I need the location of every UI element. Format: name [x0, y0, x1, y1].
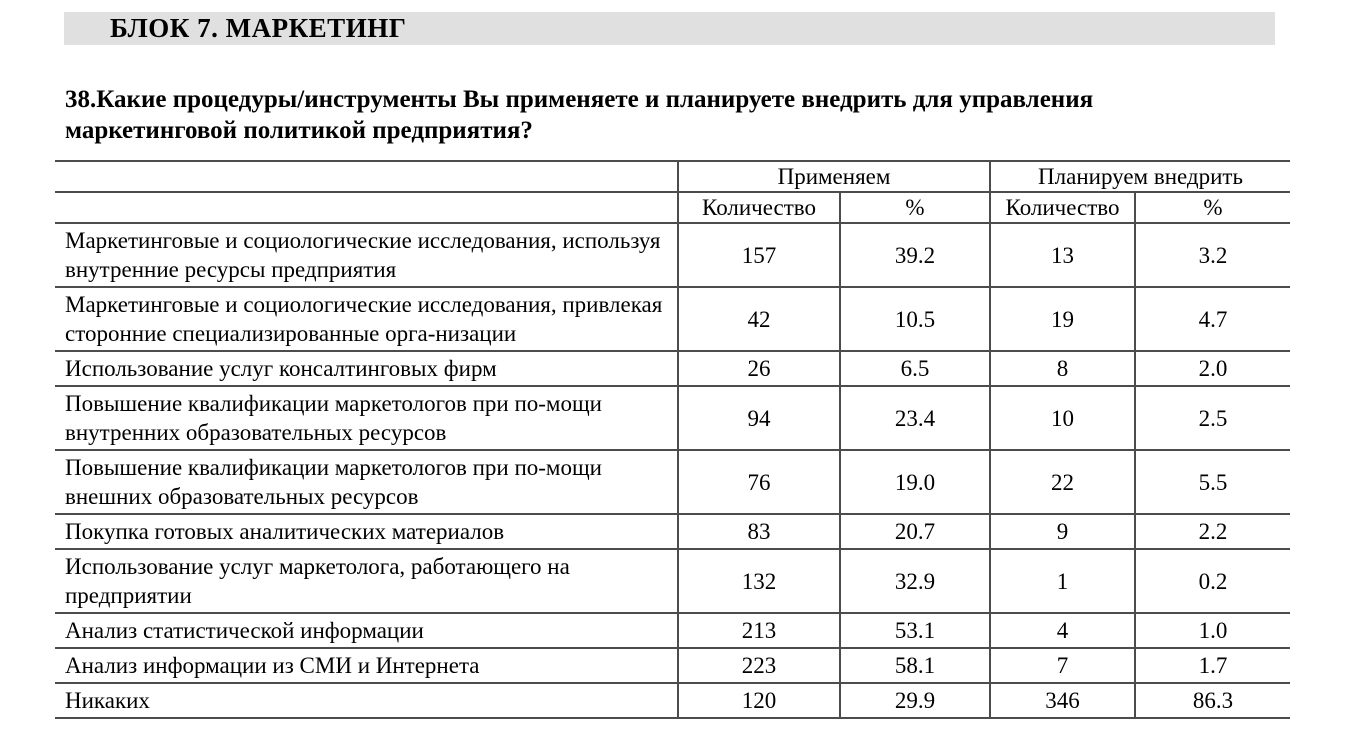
apply-percent-cell: 53.1 — [840, 613, 990, 648]
apply-count-cell: 42 — [678, 287, 840, 351]
plan-percent-cell: 1.7 — [1135, 648, 1290, 683]
col-header-apply-count: Количество — [678, 192, 840, 223]
apply-count-cell: 76 — [678, 450, 840, 514]
table-row — [55, 287, 1290, 351]
apply-count-cell: 26 — [678, 351, 840, 386]
plan-percent-cell: 5.5 — [1135, 450, 1290, 514]
block-title: БЛОК 7. МАРКЕТИНГ — [110, 13, 407, 43]
row-label: Маркетинговые и социологические исследования, привлекая сторонние специализированные орга-низации — [55, 287, 678, 351]
row-label: Анализ статистической информации — [55, 613, 678, 648]
apply-count-cell: 132 — [678, 549, 840, 613]
plan-percent-cell: 86.3 — [1135, 683, 1290, 718]
row-label: Маркетинговые и социологические исследования, используя внутренние ресурсы предприятия — [55, 223, 678, 287]
apply-percent-cell: 32.9 — [840, 549, 990, 613]
results-table — [55, 160, 1290, 719]
apply-percent-cell: 29.9 — [840, 683, 990, 718]
table-row — [55, 386, 1290, 450]
apply-percent-cell: 23.4 — [840, 386, 990, 450]
table-row — [55, 450, 1290, 514]
apply-count-cell: 94 — [678, 386, 840, 450]
col-header-plan-count: Количество — [990, 192, 1135, 223]
apply-percent-cell: 20.7 — [840, 514, 990, 549]
row-label: Повышение квалификации маркетологов при по-мощи внутренних образовательных ресурсов — [55, 386, 678, 450]
plan-count-cell: 1 — [990, 549, 1135, 613]
plan-percent-cell: 1.0 — [1135, 613, 1290, 648]
plan-count-cell: 22 — [990, 450, 1135, 514]
table-row — [55, 648, 1290, 683]
table-row — [55, 613, 1290, 648]
apply-percent-cell: 10.5 — [840, 287, 990, 351]
row-label: Анализ информации из СМИ и Интернета — [55, 648, 678, 683]
apply-percent-cell: 6.5 — [840, 351, 990, 386]
table-row — [55, 549, 1290, 613]
block-title-bar — [64, 12, 1275, 45]
plan-percent-cell: 2.5 — [1135, 386, 1290, 450]
plan-count-cell: 346 — [990, 683, 1135, 718]
col-header-apply-percent: % — [840, 192, 990, 223]
apply-count-cell: 157 — [678, 223, 840, 287]
apply-count-cell: 120 — [678, 683, 840, 718]
table-row — [55, 223, 1290, 287]
row-label: Никаких — [55, 683, 678, 718]
corner-cell — [55, 192, 678, 223]
plan-count-cell: 10 — [990, 386, 1135, 450]
apply-count-cell: 83 — [678, 514, 840, 549]
apply-percent-cell: 58.1 — [840, 648, 990, 683]
row-label: Покупка готовых аналитических материалов — [55, 514, 678, 549]
row-label: Использование услуг консалтинговых фирм — [55, 351, 678, 386]
plan-percent-cell: 4.7 — [1135, 287, 1290, 351]
apply-count-cell: 213 — [678, 613, 840, 648]
apply-count-cell: 223 — [678, 648, 840, 683]
row-label: Использование услуг маркетолога, работающего на предприятии — [55, 549, 678, 613]
table-row — [55, 683, 1290, 718]
plan-percent-cell: 3.2 — [1135, 223, 1290, 287]
plan-count-cell: 8 — [990, 351, 1135, 386]
row-label: Повышение квалификации маркетологов при по-мощи внешних образовательных ресурсов — [55, 450, 678, 514]
table-row — [55, 351, 1290, 386]
plan-count-cell: 7 — [990, 648, 1135, 683]
question-text: 38.Какие процедуры/инструменты Вы применяете и планируете внедрить для управления маркетинговой политикой предприятия? — [65, 86, 1094, 144]
group-header-apply: Применяем — [678, 161, 990, 192]
corner-cell — [55, 161, 678, 192]
plan-count-cell: 19 — [990, 287, 1135, 351]
plan-count-cell: 13 — [990, 223, 1135, 287]
apply-percent-cell: 39.2 — [840, 223, 990, 287]
plan-percent-cell: 0.2 — [1135, 549, 1290, 613]
plan-percent-cell: 2.2 — [1135, 514, 1290, 549]
plan-count-cell: 4 — [990, 613, 1135, 648]
group-header-row — [55, 161, 1290, 192]
group-header-plan: Планируем внедрить — [990, 161, 1290, 192]
apply-percent-cell: 19.0 — [840, 450, 990, 514]
plan-count-cell: 9 — [990, 514, 1135, 549]
column-header-row — [55, 192, 1290, 223]
plan-percent-cell: 2.0 — [1135, 351, 1290, 386]
table-row — [55, 514, 1290, 549]
col-header-plan-percent: % — [1135, 192, 1290, 223]
